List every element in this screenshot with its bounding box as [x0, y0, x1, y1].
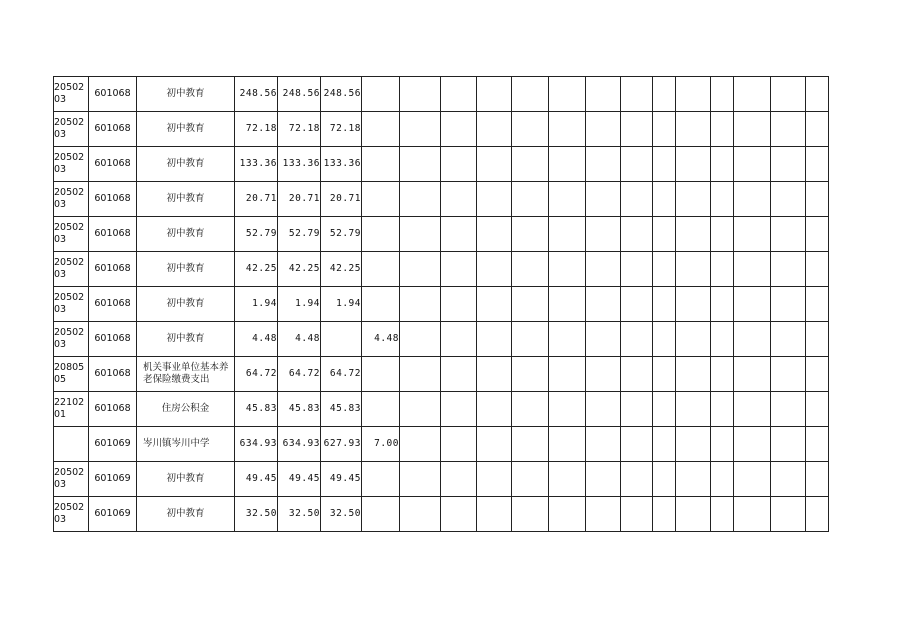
item-name-cell: 初中教育: [137, 462, 235, 497]
empty-cell: [586, 322, 621, 357]
empty-cell: [621, 497, 653, 532]
empty-cell: [711, 252, 734, 287]
empty-cell: [771, 147, 806, 182]
table-row: [54, 322, 829, 357]
empty-cell: [549, 322, 586, 357]
item-name-cell: 岑川镇岑川中学: [137, 427, 235, 462]
empty-cell: [711, 462, 734, 497]
empty-cell: [806, 427, 829, 462]
empty-cell: [711, 322, 734, 357]
empty-cell: [586, 357, 621, 392]
empty-cell: [653, 147, 676, 182]
empty-cell: [549, 217, 586, 252]
empty-cell: [477, 287, 512, 322]
subtotal-amount-cell: 248.56: [278, 77, 321, 112]
table-row: [54, 497, 829, 532]
empty-cell: [734, 147, 771, 182]
empty-cell: [711, 217, 734, 252]
empty-cell: [806, 462, 829, 497]
item-name-cell: 初中教育: [137, 112, 235, 147]
subtotal-amount-cell: 133.36: [278, 147, 321, 182]
empty-cell: [621, 462, 653, 497]
empty-cell: [512, 427, 549, 462]
empty-cell: [676, 112, 711, 147]
unit-code-cell: 601068: [89, 392, 137, 427]
item-name-cell: 初中教育: [137, 287, 235, 322]
empty-cell: [621, 392, 653, 427]
empty-cell: [771, 112, 806, 147]
empty-cell: [512, 497, 549, 532]
empty-cell: [477, 322, 512, 357]
basic-expenditure-cell: 32.50: [321, 497, 362, 532]
empty-cell: [586, 287, 621, 322]
basic-expenditure-cell: 45.83: [321, 392, 362, 427]
empty-cell: [441, 112, 477, 147]
subtotal-amount-cell: 64.72: [278, 357, 321, 392]
subtotal-amount-cell: 72.18: [278, 112, 321, 147]
total-amount-cell: 133.36: [235, 147, 278, 182]
empty-cell: [734, 77, 771, 112]
empty-cell: [676, 427, 711, 462]
empty-cell: [771, 462, 806, 497]
empty-cell: [653, 322, 676, 357]
total-amount-cell: 45.83: [235, 392, 278, 427]
empty-cell: [734, 217, 771, 252]
item-name-cell: 初中教育: [137, 77, 235, 112]
function-code-cell: 2050203: [54, 182, 89, 217]
empty-cell: [771, 217, 806, 252]
function-code-cell: 2050203: [54, 462, 89, 497]
empty-cell: [441, 497, 477, 532]
project-expenditure-cell: [362, 217, 400, 252]
empty-cell: [477, 497, 512, 532]
empty-cell: [806, 147, 829, 182]
table-row: [54, 252, 829, 287]
basic-expenditure-cell: 52.79: [321, 217, 362, 252]
unit-code-cell: 601068: [89, 252, 137, 287]
empty-cell: [806, 322, 829, 357]
empty-cell: [586, 392, 621, 427]
empty-cell: [549, 77, 586, 112]
empty-cell: [734, 392, 771, 427]
empty-cell: [512, 322, 549, 357]
unit-code-cell: 601068: [89, 287, 137, 322]
basic-expenditure-cell: [321, 322, 362, 357]
project-expenditure-cell: [362, 357, 400, 392]
total-amount-cell: 4.48: [235, 322, 278, 357]
basic-expenditure-cell: 1.94: [321, 287, 362, 322]
subtotal-amount-cell: 32.50: [278, 497, 321, 532]
empty-cell: [586, 217, 621, 252]
function-code-cell: 2050203: [54, 322, 89, 357]
empty-cell: [477, 427, 512, 462]
subtotal-amount-cell: 634.93: [278, 427, 321, 462]
total-amount-cell: 1.94: [235, 287, 278, 322]
empty-cell: [400, 112, 441, 147]
empty-cell: [512, 287, 549, 322]
empty-cell: [734, 497, 771, 532]
empty-cell: [586, 147, 621, 182]
empty-cell: [400, 357, 441, 392]
empty-cell: [477, 462, 512, 497]
unit-code-cell: 601068: [89, 147, 137, 182]
empty-cell: [734, 322, 771, 357]
table-row: [54, 182, 829, 217]
item-name-cell: 机关事业单位基本养老保险缴费支出: [137, 357, 235, 392]
function-code-cell: 2210201: [54, 392, 89, 427]
item-name-cell: 住房公积金: [137, 392, 235, 427]
empty-cell: [653, 427, 676, 462]
project-expenditure-cell: 7.00: [362, 427, 400, 462]
unit-code-cell: 601068: [89, 322, 137, 357]
empty-cell: [653, 77, 676, 112]
table-row: [54, 357, 829, 392]
empty-cell: [653, 462, 676, 497]
table-row: [54, 147, 829, 182]
empty-cell: [621, 147, 653, 182]
empty-cell: [711, 77, 734, 112]
unit-code-cell: 601068: [89, 217, 137, 252]
empty-cell: [676, 322, 711, 357]
total-amount-cell: 20.71: [235, 182, 278, 217]
unit-code-cell: 601068: [89, 112, 137, 147]
empty-cell: [512, 77, 549, 112]
empty-cell: [653, 182, 676, 217]
empty-cell: [653, 217, 676, 252]
empty-cell: [549, 497, 586, 532]
empty-cell: [549, 182, 586, 217]
basic-expenditure-cell: 248.56: [321, 77, 362, 112]
empty-cell: [771, 392, 806, 427]
empty-cell: [734, 182, 771, 217]
empty-cell: [711, 182, 734, 217]
empty-cell: [771, 287, 806, 322]
empty-cell: [586, 252, 621, 287]
empty-cell: [621, 112, 653, 147]
empty-cell: [549, 392, 586, 427]
subtotal-amount-cell: 20.71: [278, 182, 321, 217]
empty-cell: [477, 112, 512, 147]
empty-cell: [477, 392, 512, 427]
empty-cell: [676, 287, 711, 322]
empty-cell: [441, 182, 477, 217]
item-name-cell: 初中教育: [137, 217, 235, 252]
empty-cell: [653, 392, 676, 427]
empty-cell: [586, 427, 621, 462]
empty-cell: [621, 252, 653, 287]
project-expenditure-cell: [362, 497, 400, 532]
empty-cell: [771, 357, 806, 392]
project-expenditure-cell: [362, 392, 400, 427]
empty-cell: [549, 462, 586, 497]
empty-cell: [676, 497, 711, 532]
empty-cell: [477, 357, 512, 392]
empty-cell: [549, 252, 586, 287]
empty-cell: [441, 462, 477, 497]
empty-cell: [734, 112, 771, 147]
item-name-cell: 初中教育: [137, 322, 235, 357]
empty-cell: [711, 112, 734, 147]
empty-cell: [512, 462, 549, 497]
empty-cell: [512, 147, 549, 182]
basic-expenditure-cell: 72.18: [321, 112, 362, 147]
empty-cell: [549, 147, 586, 182]
empty-cell: [806, 77, 829, 112]
function-code-cell: 2050203: [54, 252, 89, 287]
empty-cell: [806, 357, 829, 392]
item-name-cell: 初中教育: [137, 497, 235, 532]
unit-code-cell: 601068: [89, 357, 137, 392]
empty-cell: [676, 147, 711, 182]
function-code-cell: 2050203: [54, 112, 89, 147]
empty-cell: [771, 77, 806, 112]
unit-code-cell: 601069: [89, 497, 137, 532]
empty-cell: [441, 357, 477, 392]
empty-cell: [477, 147, 512, 182]
total-amount-cell: 49.45: [235, 462, 278, 497]
empty-cell: [621, 287, 653, 322]
empty-cell: [653, 287, 676, 322]
total-amount-cell: 52.79: [235, 217, 278, 252]
empty-cell: [771, 252, 806, 287]
empty-cell: [441, 427, 477, 462]
empty-cell: [586, 112, 621, 147]
empty-cell: [400, 217, 441, 252]
empty-cell: [400, 322, 441, 357]
subtotal-amount-cell: 1.94: [278, 287, 321, 322]
unit-code-cell: 601068: [89, 77, 137, 112]
table-row: [54, 112, 829, 147]
subtotal-amount-cell: 42.25: [278, 252, 321, 287]
empty-cell: [400, 392, 441, 427]
budget-table: [53, 76, 829, 532]
total-amount-cell: 64.72: [235, 357, 278, 392]
empty-cell: [676, 357, 711, 392]
project-expenditure-cell: [362, 182, 400, 217]
basic-expenditure-cell: 49.45: [321, 462, 362, 497]
empty-cell: [734, 252, 771, 287]
empty-cell: [711, 357, 734, 392]
project-expenditure-cell: [362, 77, 400, 112]
subtotal-amount-cell: 45.83: [278, 392, 321, 427]
unit-code-cell: 601068: [89, 182, 137, 217]
basic-expenditure-cell: 64.72: [321, 357, 362, 392]
empty-cell: [512, 357, 549, 392]
function-code-cell: 2050203: [54, 287, 89, 322]
empty-cell: [400, 182, 441, 217]
empty-cell: [400, 252, 441, 287]
table-body: [54, 77, 829, 532]
empty-cell: [586, 497, 621, 532]
empty-cell: [400, 77, 441, 112]
function-code-cell: 2050203: [54, 147, 89, 182]
total-amount-cell: 248.56: [235, 77, 278, 112]
empty-cell: [711, 497, 734, 532]
item-name-cell: 初中教育: [137, 252, 235, 287]
function-code-cell: 2050203: [54, 497, 89, 532]
total-amount-cell: 634.93: [235, 427, 278, 462]
empty-cell: [806, 497, 829, 532]
subtotal-amount-cell: 49.45: [278, 462, 321, 497]
total-amount-cell: 72.18: [235, 112, 278, 147]
empty-cell: [586, 462, 621, 497]
empty-cell: [512, 252, 549, 287]
empty-cell: [711, 427, 734, 462]
basic-expenditure-cell: 20.71: [321, 182, 362, 217]
empty-cell: [586, 182, 621, 217]
empty-cell: [734, 287, 771, 322]
empty-cell: [512, 182, 549, 217]
empty-cell: [734, 427, 771, 462]
empty-cell: [806, 217, 829, 252]
empty-cell: [676, 217, 711, 252]
empty-cell: [653, 357, 676, 392]
empty-cell: [441, 217, 477, 252]
empty-cell: [806, 392, 829, 427]
table-row: [54, 77, 829, 112]
empty-cell: [653, 112, 676, 147]
empty-cell: [400, 287, 441, 322]
empty-cell: [512, 112, 549, 147]
table-row: [54, 462, 829, 497]
function-code-cell: 2080505: [54, 357, 89, 392]
function-code-cell: 2050203: [54, 217, 89, 252]
table-row: [54, 427, 829, 462]
empty-cell: [400, 497, 441, 532]
basic-expenditure-cell: 627.93: [321, 427, 362, 462]
unit-code-cell: 601069: [89, 462, 137, 497]
table-row: [54, 392, 829, 427]
empty-cell: [806, 252, 829, 287]
empty-cell: [586, 77, 621, 112]
unit-code-cell: 601069: [89, 427, 137, 462]
item-name-cell: 初中教育: [137, 182, 235, 217]
empty-cell: [512, 217, 549, 252]
empty-cell: [771, 427, 806, 462]
empty-cell: [806, 182, 829, 217]
basic-expenditure-cell: 133.36: [321, 147, 362, 182]
empty-cell: [400, 147, 441, 182]
empty-cell: [441, 252, 477, 287]
project-expenditure-cell: 4.48: [362, 322, 400, 357]
empty-cell: [477, 217, 512, 252]
empty-cell: [676, 252, 711, 287]
empty-cell: [734, 462, 771, 497]
empty-cell: [477, 182, 512, 217]
function-code-cell: [54, 427, 89, 462]
empty-cell: [621, 322, 653, 357]
project-expenditure-cell: [362, 112, 400, 147]
empty-cell: [676, 462, 711, 497]
empty-cell: [441, 77, 477, 112]
empty-cell: [621, 427, 653, 462]
empty-cell: [676, 77, 711, 112]
total-amount-cell: 42.25: [235, 252, 278, 287]
table-row: [54, 217, 829, 252]
empty-cell: [400, 427, 441, 462]
project-expenditure-cell: [362, 252, 400, 287]
empty-cell: [653, 497, 676, 532]
function-code-cell: 2050203: [54, 77, 89, 112]
empty-cell: [549, 427, 586, 462]
project-expenditure-cell: [362, 287, 400, 322]
empty-cell: [653, 252, 676, 287]
table-row: [54, 287, 829, 322]
empty-cell: [621, 357, 653, 392]
empty-cell: [711, 147, 734, 182]
empty-cell: [512, 392, 549, 427]
empty-cell: [621, 217, 653, 252]
empty-cell: [477, 77, 512, 112]
project-expenditure-cell: [362, 462, 400, 497]
basic-expenditure-cell: 42.25: [321, 252, 362, 287]
empty-cell: [441, 322, 477, 357]
empty-cell: [477, 252, 512, 287]
empty-cell: [711, 287, 734, 322]
empty-cell: [771, 322, 806, 357]
empty-cell: [549, 357, 586, 392]
total-amount-cell: 32.50: [235, 497, 278, 532]
empty-cell: [734, 357, 771, 392]
subtotal-amount-cell: 52.79: [278, 217, 321, 252]
empty-cell: [771, 497, 806, 532]
item-name-cell: 初中教育: [137, 147, 235, 182]
empty-cell: [621, 77, 653, 112]
empty-cell: [549, 287, 586, 322]
subtotal-amount-cell: 4.48: [278, 322, 321, 357]
project-expenditure-cell: [362, 147, 400, 182]
empty-cell: [771, 182, 806, 217]
empty-cell: [676, 392, 711, 427]
empty-cell: [806, 287, 829, 322]
empty-cell: [441, 287, 477, 322]
empty-cell: [400, 462, 441, 497]
empty-cell: [806, 112, 829, 147]
empty-cell: [441, 392, 477, 427]
empty-cell: [621, 182, 653, 217]
empty-cell: [711, 392, 734, 427]
empty-cell: [549, 112, 586, 147]
empty-cell: [676, 182, 711, 217]
empty-cell: [441, 147, 477, 182]
